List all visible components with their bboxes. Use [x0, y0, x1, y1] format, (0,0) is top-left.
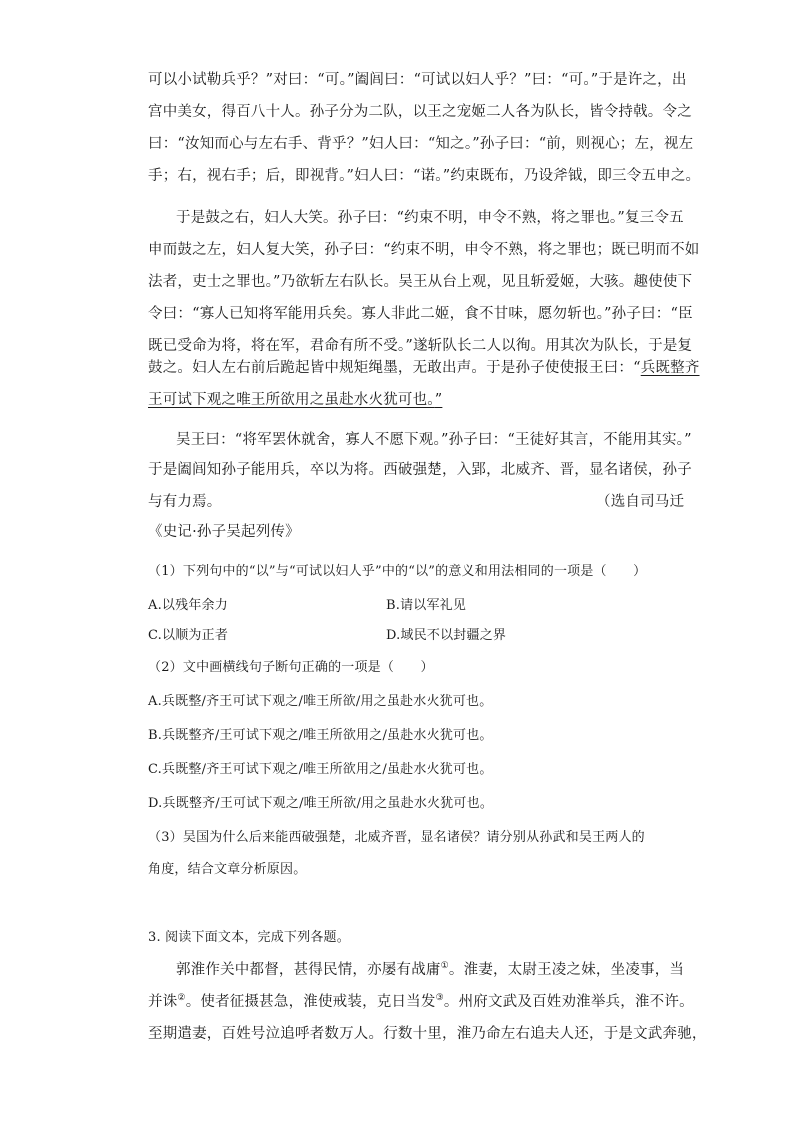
passage-text: 。淮妻，太尉王凌之妹，坐凌事，当 — [448, 962, 685, 978]
passage-text: 。州府文武及百姓劝淮举兵，淮不许。 — [443, 994, 694, 1010]
passage-line: 至期遣妻，百姓号泣追呼者数万人。行数十里，淮乃命左右追夫人还，于是文武奔驰， — [148, 1026, 707, 1042]
passage-line: 吴王曰：“将军罢休就舍，寡人不愿下观。”孙子曰：“王徒好其言，不能用其实。” — [176, 432, 692, 448]
passage-line: 申而鼓之左，妇人复大笑，孙子曰：“约束不明，申令不熟，将之罪也；既已明而不如 — [148, 242, 700, 258]
section-3-heading: 3. 阅读下面文本，完成下列各题。 — [148, 930, 350, 945]
source-citation: 《史记·孙子吴起列传》 — [148, 524, 300, 540]
passage-line: 于是鼓之右，妇人大笑。孙子曰：“约束不明，申令不熟，将之罪也。”复三令五 — [176, 210, 684, 226]
passage-line: 手；右，视右手；后，即视背。”妇人曰：“诺。”约束既布，乃设斧钺，即三令五申之。 — [148, 168, 701, 184]
passage-line: 与有力焉。 — [148, 494, 222, 510]
passage-line: 法者，吏士之罪也。”乃欲斩左右队长。吴王从台上观，见且斩爱姬，大骇。趣使使下 — [148, 274, 693, 290]
q1-option-b: B.请以军礼见 — [386, 598, 467, 613]
passage-line — [148, 356, 700, 377]
question-3-line: （3）吴国为什么后来能西破强楚，北威齐晋，显名诸侯？请分别从孙武和吴王两人的 — [148, 830, 645, 845]
footnote-marker: ① — [440, 961, 449, 972]
passage-line: 可以小试勒兵乎？”对曰：“可。”阖闾曰：“可试以妇人乎？”曰：“可。”于是许之，出 — [148, 72, 687, 88]
passage-line: 既已受命为将，将在军，君命有所不受。”遂斩队长二人以徇。用其次为队长，于是复 — [148, 338, 693, 354]
question-2-stem: （2）文中画横线句子断句正确的一项是（ ） — [148, 660, 434, 675]
question-1-stem: （1）下列句中的“以”与“可试以妇人乎”中的“以”的意义和用法相同的一项是（ ） — [148, 564, 647, 579]
passage-line: 令曰：“寡人已知将军能用兵矣。寡人非此二姬，食不甘味，愿勿斩也。”孙子曰：“臣 — [148, 306, 693, 322]
passage-line — [148, 388, 688, 409]
underlined-quote-close: ” — [434, 392, 443, 408]
q2-option-b: B.兵既整齐/王可试下观之/唯王所欲用之/虽赴水火犹可也。 — [148, 728, 493, 743]
passage-text: 郭淮作关中都督，甚得民情，亦屡有战庸 — [176, 962, 441, 978]
q1-option-c: C.以顺为正者 — [148, 628, 229, 643]
passage-text: 。使者征摄甚急，淮使戒装，克日当发 — [185, 994, 436, 1010]
passage-line: 宫中美女，得百八十人。孙子分为二队，以王之宠姬二人各为队长，皆令持戟。令之 — [148, 104, 692, 120]
source-citation: （选自司马迁 — [596, 494, 685, 510]
question-3-line: 角度，结合文章分析原因。 — [148, 862, 307, 877]
q1-option-a: A.以残年余力 — [148, 598, 228, 613]
footnote-marker: ② — [177, 993, 186, 1004]
q1-option-d: D.域民不以封疆之界 — [386, 628, 507, 643]
q2-option-a: A.兵既整/齐王可试下观之/唯王所欲/用之虽赴水火犹可也。 — [148, 694, 493, 709]
passage-line — [148, 990, 694, 1011]
q2-option-c: C.兵既整/齐王可试下观之/唯王所欲用之/虽赴水火犹可也。 — [148, 762, 493, 777]
passage-text: 并诛 — [148, 994, 178, 1010]
underlined-sentence-start: 兵既整齐 — [640, 360, 700, 376]
passage-text: 鼓之。妇人左右前后跪起皆中规矩绳墨，无敢出声。于是孙子使使报王曰：“ — [148, 360, 641, 376]
q2-option-d: D.兵既整齐/王可试下观之/唯王所欲/用之虽赴水火犹可也。 — [148, 796, 494, 811]
footnote-marker: ③ — [435, 993, 444, 1004]
passage-line: 于是阖闾知孙子能用兵，卒以为将。西破强楚，入郢，北威齐、晋，显名诸侯，孙子 — [148, 462, 692, 478]
passage-line: 曰：“汝知而心与左右手、背乎？”妇人曰：“知之。”孙子曰：“前，则视心；左，视左 — [148, 136, 694, 152]
passage-line — [176, 958, 688, 979]
underlined-sentence: 王可试下观之唯王所欲用之虽赴水火犹可也。 — [148, 392, 435, 408]
